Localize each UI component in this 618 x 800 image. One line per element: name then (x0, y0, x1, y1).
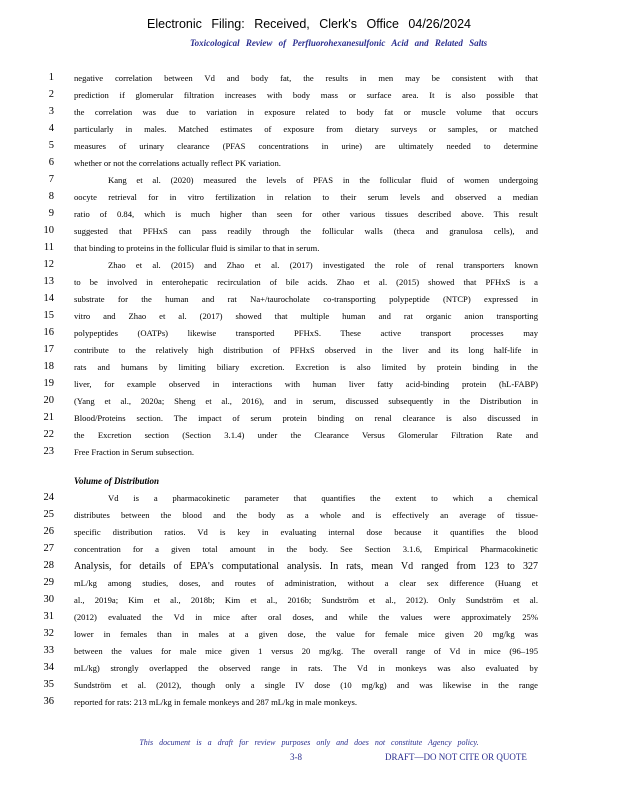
text-line: reported for rats: 213 mL/kg in female monkeys and 287 mL/kg in male monkeys. (74, 697, 358, 707)
line-number: 4 (48, 123, 54, 134)
text-line: Sundström et al. (2012), though only a single IV dose (10 mg/kg) and was likewise in the range (74, 680, 538, 690)
text-line: specific distribution ratios. Vd is key in evaluating internal dose because it quantifies the blood (74, 527, 538, 537)
line-number: 26 (43, 526, 54, 537)
text-line: Free Fraction in Serum subsection. (74, 447, 195, 457)
text-line: between the values for male mice given 1 versus 20 mg/kg. The overall range of Vd in mice (96–195 (74, 646, 538, 656)
line-number: 20 (43, 395, 54, 406)
text-line: liver, for example observed in interactions with human liver fatty acid-binding protein (hL-FABP) (74, 379, 538, 389)
line-number: 11 (43, 242, 54, 253)
line-number: 8 (48, 191, 54, 202)
line-number: 5 (48, 140, 54, 151)
filing-stamp: Electronic Filing: Received, Clerk's Office 04/26/2024 (147, 17, 471, 31)
line-number: 13 (43, 276, 54, 287)
draft-notice: DRAFT—DO NOT CITE OR QUOTE (385, 752, 527, 762)
line-number: 30 (43, 594, 54, 605)
text-line: the correlation was due to variation in exposure related to body fat or muscle volume that occurs (74, 107, 538, 117)
text-line: substrate for the human and rat Na+/taurocholate co-transporting polypeptide (NTCP) expressed in (74, 294, 538, 304)
line-number: 14 (43, 293, 54, 304)
line-number: 18 (43, 361, 54, 372)
line-number: 17 (43, 344, 54, 355)
line-number: 6 (48, 157, 54, 168)
line-number: 32 (43, 628, 54, 639)
line-number: 34 (43, 662, 54, 673)
text-line: that binding to proteins in the follicular fluid is similar to that in serum. (74, 243, 320, 253)
line-number: 28 (43, 560, 54, 571)
text-line: the Excretion section (Section 3.1.4) under the Clearance Versus Glomerular Filtration Rate and (74, 430, 538, 440)
line-number: 22 (43, 429, 54, 440)
line-number: 27 (43, 543, 54, 554)
text-line: lower in females than in males at a given dose, the value for female mice given 20 mg/kg was (74, 629, 538, 639)
text-line: polypeptides (OATPs) likewise transported PFHxS. These active transport processes may (74, 328, 538, 338)
line-number: 7 (48, 174, 54, 185)
text-line: Zhao et al. (2015) and Zhao et al. (2017) investigated the role of renal transporters known (108, 260, 538, 270)
text-line: Kang et al. (2020) measured the levels of PFAS in the follicular fluid of women undergoing (108, 175, 538, 185)
line-number: 35 (43, 679, 54, 690)
running-header: Toxicological Review of Perfluorohexanesulfonic Acid and Related Salts (190, 38, 488, 48)
text-line: negative correlation between Vd and body fat, the results in men may be consistent with that (74, 73, 538, 83)
line-number: 25 (43, 509, 54, 520)
text-line: concentration for a given total amount in the body. See Section 3.1.6, Empirical Pharmacokinetic (74, 544, 538, 554)
line-number: 19 (43, 378, 54, 389)
text-line: mL/kg) strongly overlapped the observed range in rats. The Vd in monkeys was also evaluated by (74, 663, 538, 673)
line-number: 16 (43, 327, 54, 338)
text-line: (Yang et al., 2020a; Sheng et al., 2016), and in serum, discussed subsequently in the Distribution in (74, 396, 538, 406)
text-line: ratio of 0.84, which is much higher than seen for other various tissues described above. This result (74, 209, 538, 219)
line-number: 21 (43, 412, 54, 423)
text-line: mL/kg among studies, doses, and routes of administration, without a clear sex difference (Huang et (74, 578, 538, 588)
text-line: to be involved in enterohepatic recirculation of bile acids. Zhao et al. (2015) showed that PFHxS is a (74, 277, 538, 287)
line-number: 29 (43, 577, 54, 588)
text-line: Vd is a pharmacokinetic parameter that quantifies the extent to which a chemical (108, 493, 538, 503)
text-line: Blood/Proteins section. The impact of serum protein binding on renal clearance is also discussed in (74, 413, 538, 423)
text-line: rats and humans by limiting biliary excretion. Excretion is also limited by protein binding in the (74, 362, 538, 372)
text-line: (2012) evaluated the Vd in mice after oral doses, and while the values were approximately 25% (74, 612, 538, 622)
text-line: Analysis, for details of EPA's computational analysis. In rats, mean Vd ranged from 123 to 327 (74, 561, 538, 572)
text-line: prediction if glomerular filtration increases with body mass or surface area. It is also possible that (74, 90, 538, 100)
line-number: 31 (43, 611, 54, 622)
text-line: particularly in males. Matched estimates of exposure from dietary surveys or samples, or matched (74, 124, 538, 134)
line-number: 23 (43, 446, 54, 457)
line-number: 36 (43, 696, 54, 707)
line-number: 9 (48, 208, 54, 219)
footer-notice: This document is a draft for review purposes only and does not constitute Agency policy. (139, 738, 479, 747)
text-line: al., 2019a; Kim et al., 2018b; Kim et al., 2016b; Sundström et al., 2012). Only Sundström et al. (74, 595, 538, 605)
line-number: 1 (48, 72, 54, 83)
text-line: distributes between the blood and the body as a whole and is effectively an average of tissue- (74, 510, 538, 520)
text-line: contribute to the relatively high distribution of PFHxS observed in the liver and its long half-life in (74, 345, 538, 355)
text-line: vitro and Zhao et al. (2017) showed that multiple human and rat organic anion transporting (74, 311, 538, 321)
line-number: 33 (43, 645, 54, 656)
text-line: whether or not the correlations actually reflect PK variation. (74, 158, 281, 168)
line-number: 15 (43, 310, 54, 321)
text-line: suggested that PFHxS can pass readily through the follicular walls (theca and granulosa cells), and (74, 226, 538, 236)
line-number: 12 (43, 259, 54, 270)
line-number: 10 (43, 225, 54, 236)
line-number: 2 (48, 89, 54, 100)
section-heading: Volume of Distribution (74, 476, 160, 486)
page-number: 3-8 (290, 752, 302, 762)
line-number: 3 (48, 106, 54, 117)
line-number: 24 (43, 492, 54, 503)
text-line: measures of urinary clearance (PFAS concentrations in urine) are ultimately needed to determine (74, 141, 538, 151)
text-line: oocyte retrieval for in vitro fertilization in relation to their serum levels and observed a median (74, 192, 538, 202)
